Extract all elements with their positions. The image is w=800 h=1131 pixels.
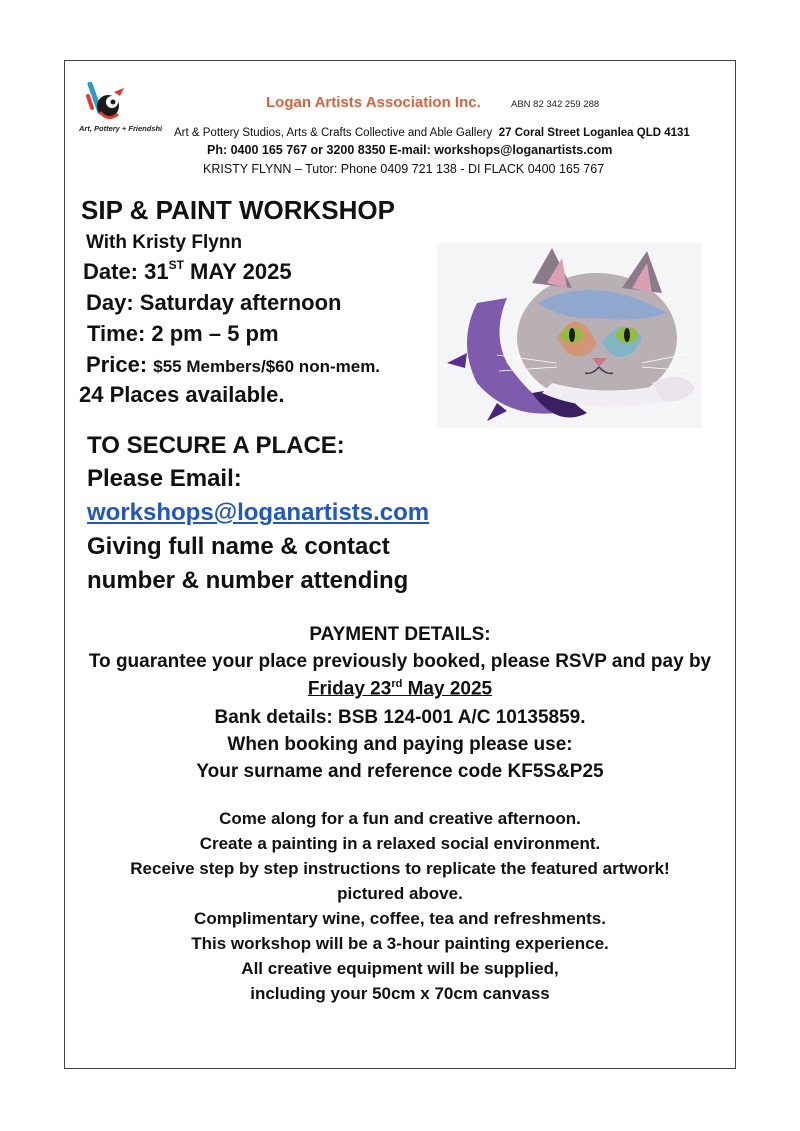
logo-caption: Art, Pottery + Friendshi (79, 124, 163, 133)
association-logo (78, 82, 150, 144)
price-label: Price: (86, 352, 154, 377)
workshop-date (83, 259, 292, 285)
payment-deadline (64, 678, 736, 700)
please-email-label: Please Email: (87, 465, 242, 492)
workshop-email-link[interactable]: workshops@loganartists.com (87, 499, 430, 526)
venue-line (174, 127, 690, 139)
info-line: pictured above. (337, 884, 463, 903)
workshop-title: SIP & PAINT WORKSHOP (81, 195, 395, 225)
workshop-price (86, 352, 380, 378)
contact-line: Ph: 0400 165 767 or 3200 8350 E-mail: workshops@loganartists.com (207, 143, 613, 157)
date-suffix: MAY 2025 (183, 259, 292, 284)
info-line: including your 50cm x 70cm canvass (250, 984, 550, 1003)
venue-description: Art & Pottery Studios, Arts & Crafts Collective and Able Gallery (174, 127, 493, 139)
payment-heading: PAYMENT DETAILS: (309, 624, 491, 645)
info-line: Create a painting in a relaxed social environment. (199, 834, 601, 853)
places-available: 24 Places available. (79, 382, 285, 407)
abn-number: ABN 82 342 259 288 (511, 99, 600, 110)
organization-name: Logan Artists Association Inc. (266, 94, 481, 111)
info-line: Receive step by step instructions to replicate the featured artwork! (130, 859, 670, 878)
payment-rsvp-line: To guarantee your place previously booked, please RSVP and pay by (88, 651, 712, 672)
deadline-prefix: Friday 23 (307, 678, 392, 700)
booking-instructions-line-1: Giving full name & contact (87, 533, 390, 560)
bank-details: Bank details: BSB 124-001 A/C 10135859. (214, 707, 586, 728)
workshop-time: Time: 2 pm – 5 pm (87, 321, 279, 346)
venue-address: 27 Coral Street Loganlea QLD 4131 (498, 127, 690, 139)
date-superscript: ST (168, 257, 184, 272)
booking-instructions-line-2: number & number attending (87, 567, 409, 594)
tutor-contact-line: KRISTY FLYNN – Tutor: Phone 0409 721 138 - DI FLACK 0400 165 767 (203, 162, 605, 176)
booking-note: When booking and paying please use: (227, 734, 573, 755)
price-value: $55 Members/$60 non-mem. (153, 357, 381, 376)
info-line: Complimentary wine, coffee, tea and refreshments. (194, 909, 606, 928)
workshop-day: Day: Saturday afternoon (86, 290, 342, 315)
info-line: This workshop will be a 3-hour painting experience. (191, 934, 609, 953)
payment-reference: Your surname and reference code KF5S&P25 (196, 761, 604, 782)
deadline-suffix: May 2025 (402, 678, 493, 700)
featured-artwork-image (437, 243, 702, 428)
tutor-line: With Kristy Flynn (86, 232, 243, 253)
deadline-superscript: rd (391, 678, 403, 690)
info-line: Come along for a fun and creative afternoon. (219, 809, 581, 828)
info-line: All creative equipment will be supplied, (241, 959, 559, 978)
date-prefix: Date: 31 (83, 259, 169, 284)
secure-place-heading: TO SECURE A PLACE: (87, 432, 345, 459)
